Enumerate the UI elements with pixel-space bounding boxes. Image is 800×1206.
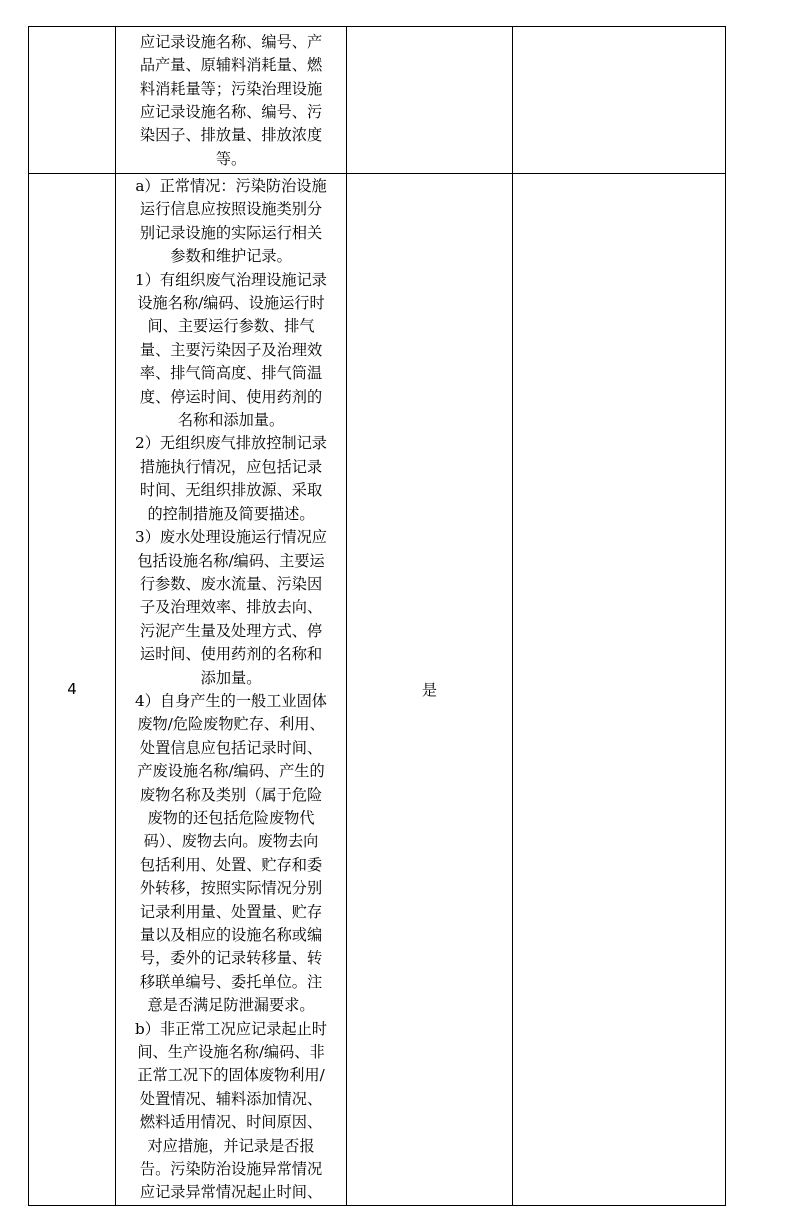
requirement-cell xyxy=(116,27,347,174)
requirement-line: 运时间、使用药剂的名称和 xyxy=(139,645,323,664)
requirement-line: 废物/危险废物贮存、利用、 xyxy=(137,715,325,734)
requirement-line: 间、主要运行参数、排气 xyxy=(147,317,315,336)
requirement-line: 别记录设施的实际运行相关 xyxy=(139,223,323,242)
requirement-line: a）正常情况：污染防治设施 xyxy=(135,177,327,195)
requirement-line: 记录利用量、处置量、贮存 xyxy=(139,902,323,921)
requirement-line: 量、主要污染因子及治理效 xyxy=(139,340,323,359)
requirement-line: 产废设施名称/编码、产生的 xyxy=(137,762,325,781)
remarks-cell xyxy=(513,174,726,1206)
remarks-cell xyxy=(513,27,726,174)
row-number-cell: 4 xyxy=(29,174,116,1206)
requirements-table xyxy=(28,26,726,1206)
requirement-line: 间、生产设施名称/编码、非 xyxy=(137,1043,325,1062)
requirement-line: 度、停运时间、使用药剂的 xyxy=(139,387,323,406)
requirement-line: 2）无组织废气排放控制记录 xyxy=(135,434,327,453)
requirement-line: 告。污染防治设施异常情况 xyxy=(139,1160,323,1179)
requirement-line: 率、排气筒高度、排气筒温 xyxy=(139,364,323,383)
requirement-line: 措施执行情况，应包括记录 xyxy=(139,457,323,476)
requirement-line: 运行信息应按照设施类别分 xyxy=(139,200,323,219)
requirement-line: 包括设施名称/编码、主要运 xyxy=(137,551,325,570)
requirement-line: 对应措施，并记录是否报 xyxy=(147,1136,315,1155)
requirement-line: 参数和维护记录。 xyxy=(170,247,292,266)
requirement-line: 废物的还包括危险废物代 xyxy=(147,808,315,827)
compliance-cell xyxy=(347,27,513,174)
requirement-line: 品产量、原辅料消耗量、燃 xyxy=(139,56,323,75)
requirement-text xyxy=(116,29,346,171)
requirement-line: 移联单编号、委托单位。注 xyxy=(139,972,323,991)
requirement-line: 添加量。 xyxy=(200,668,262,687)
requirement-line: 应记录异常情况起止时间、 xyxy=(139,1183,323,1202)
requirement-line: 3）废水处理设施运行情况应 xyxy=(135,528,327,547)
requirement-line: 应记录设施名称、编号、污 xyxy=(139,103,323,121)
requirement-line: 1）有组织废气治理设施记录 xyxy=(135,270,327,289)
requirement-line: b）非正常工况应记录起止时 xyxy=(135,1019,327,1038)
requirement-line: 等。 xyxy=(215,149,247,168)
requirement-line: 处置情况、辅料添加情况、 xyxy=(139,1089,323,1108)
requirement-line: 名称和添加量。 xyxy=(177,411,285,430)
requirement-line: 处置信息应包括记录时间、 xyxy=(139,738,323,757)
requirement-line: 4）自身产生的一般工业固体 xyxy=(135,691,327,710)
requirement-line: 码）、废物去向。废物去向 xyxy=(143,832,319,851)
table-row xyxy=(29,27,726,174)
requirement-line: 包括利用、处置、贮存和委 xyxy=(139,855,323,874)
requirement-line: 的控制措施及简要描述。 xyxy=(147,504,315,523)
row-number-cell xyxy=(29,27,116,174)
requirement-line: 设施名称/编码、设施运行时 xyxy=(137,294,325,313)
requirement-line: 时间、无组织排放源、采取 xyxy=(139,481,323,500)
requirement-line: 污泥产生量及处理方式、停 xyxy=(139,621,323,640)
requirement-cell xyxy=(116,174,347,1206)
table-row xyxy=(29,174,726,1206)
requirement-line: 染因子、排放量、排放浓度 xyxy=(139,126,323,145)
compliance-cell: 是 xyxy=(347,174,513,1206)
requirement-line: 号，委外的记录转移量、转 xyxy=(139,949,323,968)
requirement-line: 外转移，按照实际情况分别 xyxy=(139,879,323,898)
requirement-text xyxy=(116,174,346,1205)
requirement-line: 应记录设施名称、编号、产 xyxy=(139,32,323,51)
requirement-line: 燃料适用情况、时间原因、 xyxy=(139,1113,323,1132)
requirement-line: 行参数、废水流量、污染因 xyxy=(139,574,323,593)
requirement-line: 正常工况下的固体废物利用/ xyxy=(137,1066,325,1085)
requirement-line: 子及治理效率、排放去向、 xyxy=(139,598,323,617)
requirement-line: 料消耗量等；污染治理设施 xyxy=(139,79,323,98)
requirement-line: 量以及相应的设施名称或编 xyxy=(139,926,323,944)
requirement-line: 意是否满足防泄漏要求。 xyxy=(147,996,315,1015)
requirement-line: 废物名称及类别（属于危险 xyxy=(139,785,323,804)
